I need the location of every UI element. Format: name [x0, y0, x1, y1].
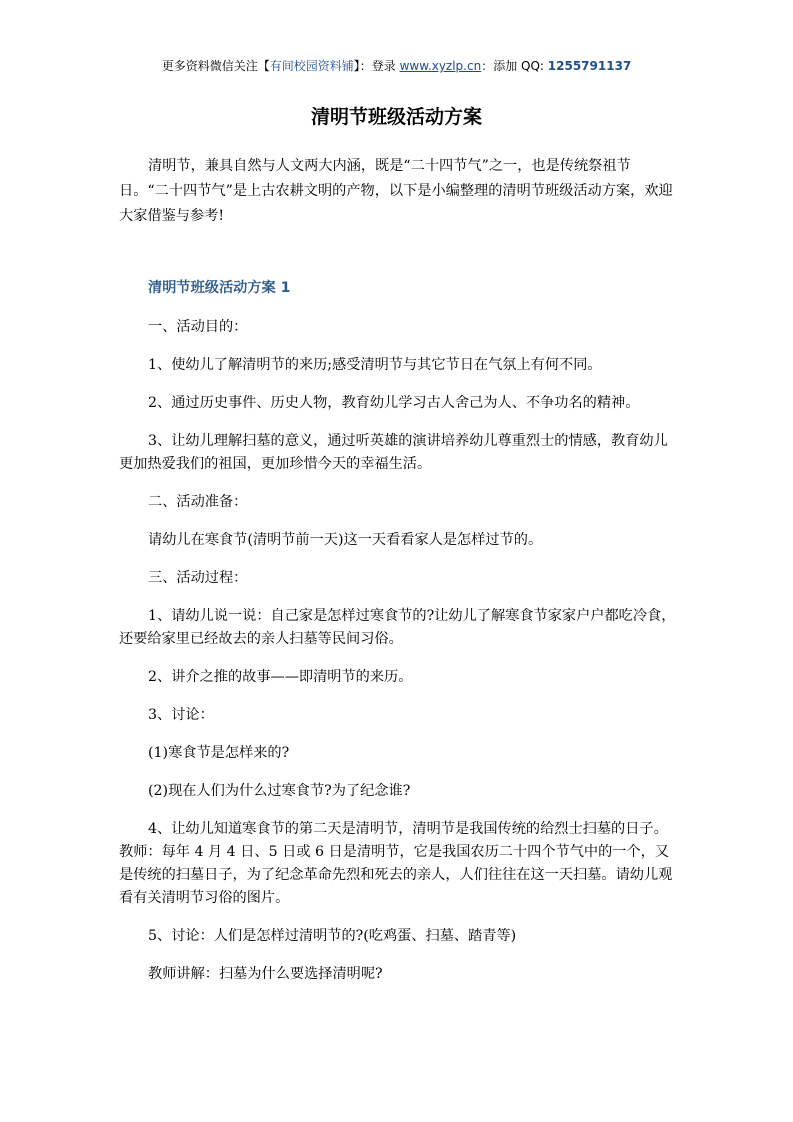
paragraph: 4、让幼儿知道寒食节的第二天是清明节，清明节是我国传统的给烈士扫墓的日子。教师：每年 4 月 4 日、5 日或 6 日是清明节，它是我国农历二十四个节气中的一个，又是传统的扫墓日子，为了纪念革命先烈和死去的亲人，人们往往在这一天扫墓。请幼儿观看有关清明节习俗的图片。: [119, 821, 673, 906]
paragraph: 二、活动准备：: [148, 494, 248, 510]
header-brand: 有间校园资料铺: [269, 59, 354, 73]
paragraph: 请幼儿在寒食节(清明节前一天)这一天看看家人是怎样过节的。: [148, 532, 543, 548]
header-url-link[interactable]: www.xyzlp.cn: [399, 59, 482, 73]
page-header: [0, 57, 793, 75]
paragraph: (2)现在人们为什么过寒食节?为了纪念谁?: [148, 783, 411, 799]
header-qq-number: 1255791137: [547, 59, 632, 73]
header-login: 】：登录: [353, 59, 400, 73]
section-heading: 清明节班级活动方案 1: [148, 280, 291, 296]
paragraph: 3、讨论：: [148, 707, 214, 723]
paragraph: 1、请幼儿说一说：自己家是怎样过寒食节的?让幼儿了解寒食节家家户户都吃冷食，还要给家里已经故去的亲人扫墓等民间习俗。: [119, 608, 676, 647]
paragraph: 三、活动过程：: [148, 570, 248, 586]
header-prefix: 更多资料微信关注【: [161, 59, 270, 73]
intro-paragraph: 清明节，兼具自然与人文两大内涵，既是“二十四节气”之一，也是传统祭祖节日。“二十四节气”是上古农耕文明的产物，以下是小编整理的清明节班级活动方案，欢迎大家借鉴与参考!: [119, 158, 673, 224]
header-add-qq: ：添加 QQ:: [481, 59, 548, 73]
paragraph: 教师讲解：扫墓为什么要选择清明呢?: [148, 966, 383, 982]
document-title: 清明节班级活动方案: [310, 106, 482, 128]
intro-block: [119, 154, 679, 229]
paragraph: 一、活动目的：: [148, 319, 248, 335]
paragraph: 2、讲介之推的故事——即清明节的来历。: [148, 669, 413, 685]
paragraph: 1、使幼儿了解清明节的来历;感受清明节与其它节日在气氛上有何不同。: [148, 357, 602, 373]
paragraph: 5、讨论：人们是怎样过清明节的?(吃鸡蛋、扫墓、踏青等): [148, 928, 517, 944]
document-body: [119, 316, 679, 1001]
paragraph: 3、让幼儿理解扫墓的意义，通过听英雄的演讲培养幼儿尊重烈士的情感，教育幼儿更加热爱我们的祖国，更加珍惜今天的幸福生活。: [119, 433, 668, 472]
paragraph: (1)寒食节是怎样来的?: [148, 745, 290, 761]
paragraph: 2、通过历史事件、历史人物，教育幼儿学习古人舍己为人、不争功名的精神。: [148, 395, 640, 411]
